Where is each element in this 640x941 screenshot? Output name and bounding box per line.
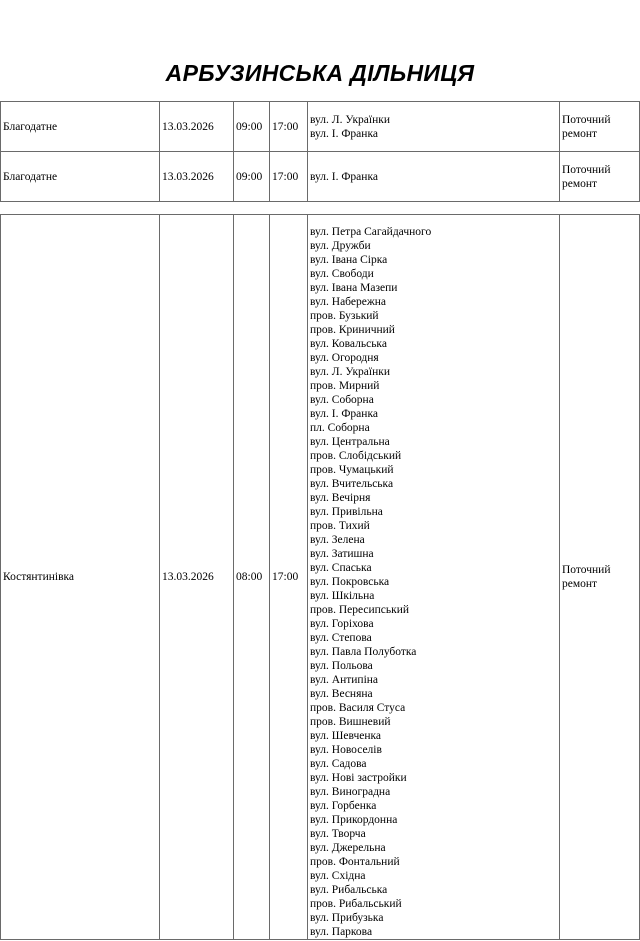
work-type-cell [560,152,640,202]
street-item: вул. Джерельна [310,842,386,854]
street-item: пров. Фонтальний [310,856,400,868]
table-row [1,102,640,152]
streets-cell [308,215,560,940]
work-type-cell [560,215,640,940]
street-item: пров. Бузький [310,310,379,322]
start-time-cell: 09:00 [234,152,270,202]
work-type-line: Поточний [562,163,611,176]
street-item: вул. Прибузька [310,912,384,924]
street-item: пров. Тихий [310,520,370,532]
street-item: вул. Петра Сагайдачного [310,226,432,238]
street-item: вул. Нові застройки [310,772,407,784]
street-item: пров. Слобідський [310,450,402,462]
street-item: пров. Вишневий [310,716,391,728]
street-item: вул. І. Франка [310,170,378,183]
street-item: вул. Зелена [310,534,365,546]
street-item: вул. Дружби [310,240,371,252]
streets-cell [308,102,560,152]
end-time-cell: 17:00 [270,152,308,202]
street-item: вул. Паркова [310,926,373,938]
end-time-cell: 17:00 [270,215,308,940]
work-type-line: ремонт [562,177,598,190]
street-item: вул. Весняна [310,688,373,700]
work-type-line: Поточний [562,564,611,576]
settlement-cell: Благодатне [1,152,160,202]
street-item: вул. Новоселів [310,744,382,756]
street-item: вул. Вчительська [310,478,394,490]
street-item: вул. Вечірня [310,492,371,504]
work-type-line: ремонт [562,578,598,590]
street-item: пров. Василя Стуса [310,702,406,714]
street-item: вул. Л. Українки [310,366,390,378]
street-item: вул. Степова [310,632,372,644]
page-title: АРБУЗИНСЬКА ДІЛЬНИЦЯ [165,60,475,86]
work-type-line: ремонт [562,127,598,140]
street-item: вул. І. Франка [310,408,378,420]
street-item: вул. Горбенка [310,800,377,812]
date-cell: 13.03.2026 [160,102,234,152]
street-item: вул. Прикордонна [310,814,398,826]
street-item: пров. Рибальський [310,898,402,910]
streets-list [310,225,559,939]
street-item: вул. Горіхова [310,618,374,630]
street-item: пров. Пересипський [310,604,410,616]
street-item: вул. Спаська [310,562,372,574]
table-row [1,152,640,202]
start-time-cell: 08:00 [234,215,270,940]
street-item: вул. Шевченка [310,730,382,742]
date-cell: 13.03.2026 [160,152,234,202]
street-item: пров. Чумацький [310,464,394,476]
work-type-cell [560,102,640,152]
outage-table-blahodatne [0,101,640,202]
street-item: вул. Шкільна [310,590,375,602]
street-item: вул. Л. Українки [310,113,390,126]
street-item: вул. Огородня [310,352,379,364]
street-item: вул. Виноградна [310,786,391,798]
settlement-cell: Костянтинівка [1,215,160,940]
street-item: вул. Павла Полуботка [310,646,417,658]
street-item: вул. Центральна [310,436,390,448]
street-item: вул. Івана Сірка [310,254,388,266]
street-item: вул. Свободи [310,268,374,280]
street-item: вул. Творча [310,828,366,840]
start-time-cell: 09:00 [234,102,270,152]
streets-cell [308,152,560,202]
street-item: вул. Садова [310,758,367,770]
work-type-line: Поточний [562,113,611,126]
street-item: вул. Ковальська [310,338,387,350]
street-item: вул. Івана Мазепи [310,282,398,294]
street-item: пл. Соборна [310,422,370,434]
street-item: вул. Покровська [310,576,390,588]
street-item: пров. Мирний [310,380,380,392]
end-time-cell: 17:00 [270,102,308,152]
street-item: вул. Східна [310,870,366,882]
street-item: вул. Набережна [310,296,387,308]
street-item: вул. Антипіна [310,674,379,686]
street-item: вул. Рибальська [310,884,388,896]
street-item: вул. Привільна [310,506,383,518]
street-item: вул. Польова [310,660,373,672]
street-item: вул. Затишна [310,548,374,560]
table-row [1,215,640,940]
outage-table-kostiantynivka [0,214,640,940]
settlement-cell: Благодатне [1,102,160,152]
street-item: пров. Криничний [310,324,395,336]
street-item: вул. І. Франка [310,127,378,140]
date-cell: 13.03.2026 [160,215,234,940]
street-item: вул. Соборна [310,394,374,406]
